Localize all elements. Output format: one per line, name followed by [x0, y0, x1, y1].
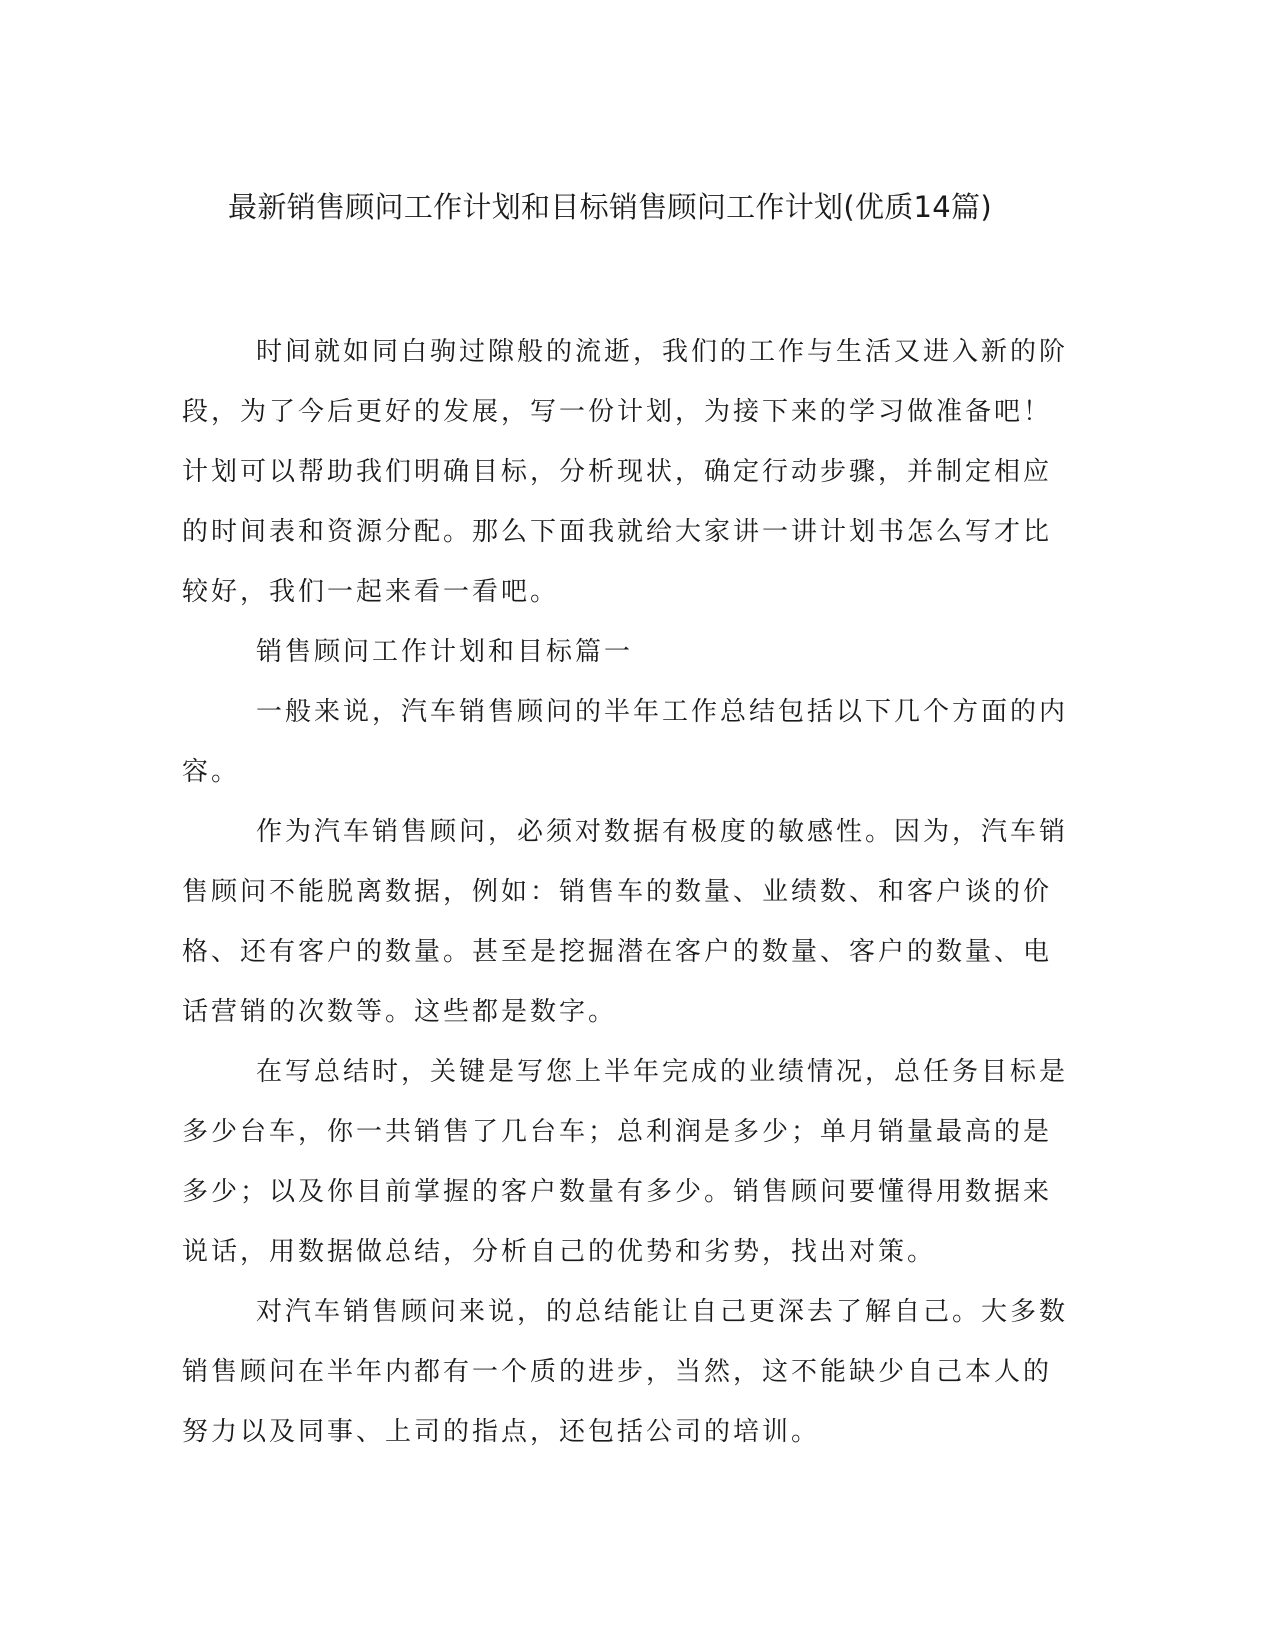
text-line: 销售顾问在半年内都有一个质的进步，当然，这不能缺少自己本人的	[182, 1357, 1053, 1387]
text-line: 对汽车销售顾问来说，的总结能让自己更深去了解自己。大多数	[256, 1297, 1069, 1327]
text-line: 格、还有客户的数量。甚至是挖掘潜在客户的数量、客户的数量、电	[182, 937, 1053, 967]
text-line: 说话，用数据做总结，分析自己的优势和劣势，找出对策。	[182, 1237, 937, 1267]
text-line: 较好，我们一起来看一看吧。	[182, 577, 560, 607]
text-line: 多少；以及你目前掌握的客户数量有多少。销售顾问要懂得用数据来	[182, 1177, 1053, 1207]
document-body	[182, 322, 1087, 1462]
text-line: 努力以及同事、上司的指点，还包括公司的培训。	[182, 1417, 821, 1447]
text-line: 销售顾问工作计划和目标篇一	[256, 637, 634, 667]
paragraph	[182, 1282, 1087, 1462]
text-line: 容。	[182, 757, 241, 787]
text-line: 时间就如同白驹过隙般的流逝，我们的工作与生活又进入新的阶	[256, 337, 1069, 367]
paragraph-intro	[182, 322, 1087, 622]
paragraph	[182, 682, 1087, 802]
text-line: 计划可以帮助我们明确目标，分析现状，确定行动步骤，并制定相应	[182, 457, 1053, 487]
text-line: 段，为了今后更好的发展，写一份计划，为接下来的学习做准备吧！	[182, 397, 1053, 427]
text-line: 售顾问不能脱离数据，例如：销售车的数量、业绩数、和客户谈的价	[182, 877, 1053, 907]
text-line: 在写总结时，关键是写您上半年完成的业绩情况，总任务目标是	[256, 1057, 1069, 1087]
paragraph	[182, 802, 1087, 1042]
text-line: 作为汽车销售顾问，必须对数据有极度的敏感性。因为，汽车销	[256, 817, 1069, 847]
document-title: 最新销售顾问工作计划和目标销售顾问工作计划(优质14篇)	[228, 190, 992, 224]
paragraph	[182, 1042, 1087, 1282]
text-line: 多少台车，你一共销售了几台车；总利润是多少；单月销量最高的是	[182, 1117, 1053, 1147]
section-heading	[182, 622, 1087, 682]
text-line: 话营销的次数等。这些都是数字。	[182, 997, 618, 1027]
text-line: 的时间表和资源分配。那么下面我就给大家讲一讲计划书怎么写才比	[182, 517, 1053, 547]
text-line: 一般来说，汽车销售顾问的半年工作总结包括以下几个方面的内	[256, 697, 1069, 727]
